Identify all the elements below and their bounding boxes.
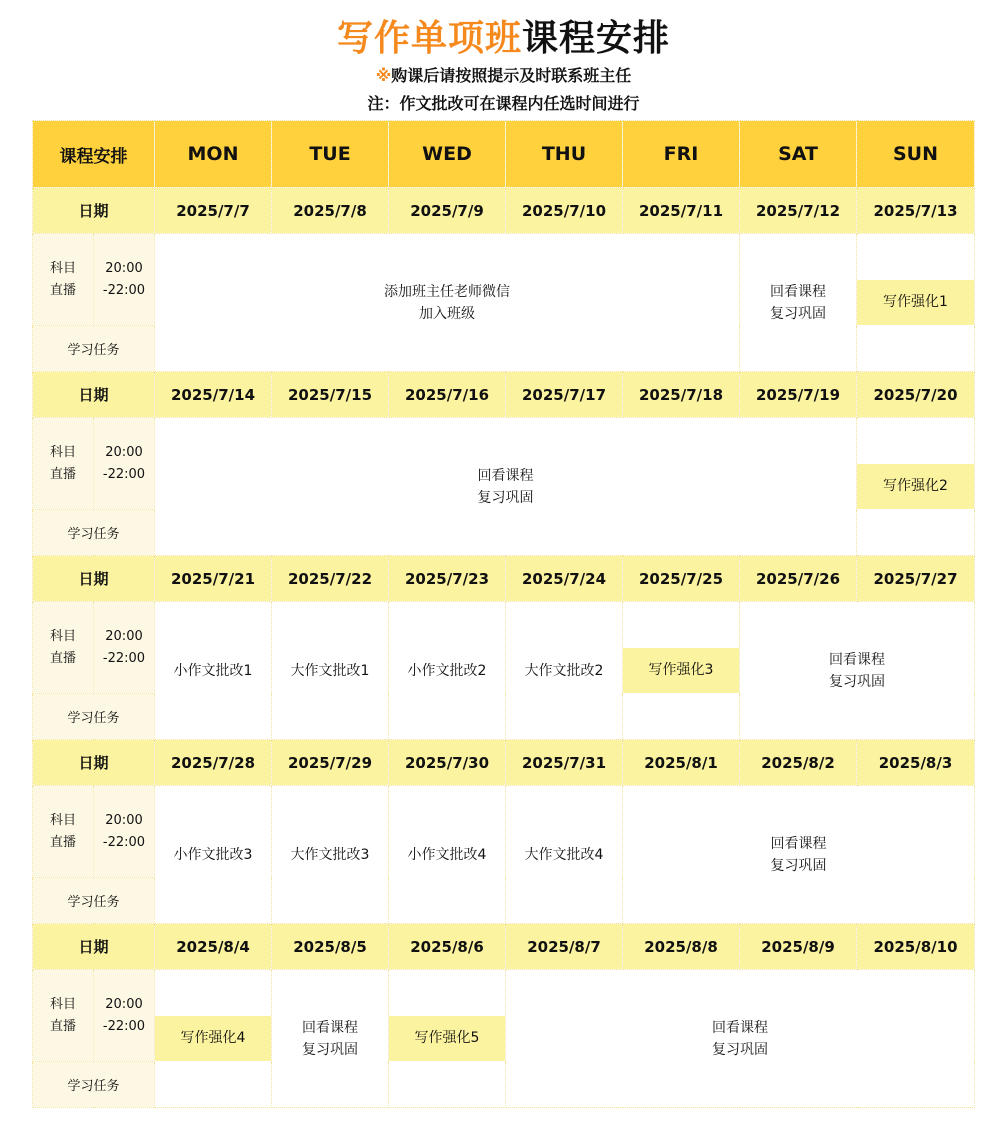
date-cell: 2025/7/26 <box>740 556 857 602</box>
weekday-header: WED <box>389 121 506 188</box>
schedule-body <box>33 188 975 1108</box>
page-header <box>0 0 1007 120</box>
event-line: 写作强化5 <box>414 1030 480 1046</box>
event-text <box>155 281 739 325</box>
event-line: 加入班级 <box>419 305 475 322</box>
contact-note <box>0 63 1007 86</box>
event-cell <box>740 234 857 372</box>
date-cell: 2025/7/14 <box>155 372 272 418</box>
event-cell <box>155 234 740 372</box>
date-cell: 2025/7/16 <box>389 372 506 418</box>
event-line: 回看课程 <box>829 651 885 668</box>
event-text <box>272 1017 388 1061</box>
event-cell <box>740 602 975 740</box>
event-line: 大作文批改3 <box>290 846 370 863</box>
weekday-header: TUE <box>272 121 389 188</box>
date-row-label: 日期 <box>33 740 155 786</box>
session-row <box>33 602 975 694</box>
subject-label-line: 科目 <box>49 996 76 1012</box>
reference-mark: ※ <box>375 66 392 85</box>
date-cell: 2025/7/31 <box>506 740 623 786</box>
date-row-label: 日期 <box>33 372 155 418</box>
subject-label <box>33 418 94 510</box>
subject-label-line: 科目 <box>49 812 76 828</box>
event-line: 小作文批改4 <box>407 846 487 863</box>
date-cell: 2025/7/27 <box>857 556 975 602</box>
event-line: 复习巩固 <box>770 305 826 322</box>
date-row <box>33 924 975 970</box>
live-time-line: 20:00 <box>105 628 143 644</box>
event-cell <box>506 602 623 740</box>
schedule-table <box>32 120 975 1108</box>
subject-label-line: 科目 <box>49 260 76 276</box>
event-line: 写作强化1 <box>883 294 948 310</box>
event-cell <box>506 786 623 924</box>
event-text <box>155 844 271 866</box>
title-rest: 课程安排 <box>522 18 671 59</box>
live-time-line: -22:00 <box>102 650 146 666</box>
event-line: 回看课程 <box>770 835 827 852</box>
event-text <box>389 844 505 866</box>
date-cell: 2025/8/8 <box>623 924 740 970</box>
date-cell: 2025/7/11 <box>623 188 740 234</box>
subject-label <box>33 786 94 878</box>
event-cell <box>857 418 975 556</box>
event-text <box>506 844 622 866</box>
date-cell: 2025/7/21 <box>155 556 272 602</box>
live-time-line: 20:00 <box>105 444 143 460</box>
event-text <box>506 660 622 682</box>
event-line: 大作文批改1 <box>290 662 370 679</box>
date-cell: 2025/7/7 <box>155 188 272 234</box>
weekday-header: FRI <box>623 121 740 188</box>
event-text <box>272 844 388 866</box>
date-cell: 2025/7/20 <box>857 372 975 418</box>
date-cell: 2025/7/15 <box>272 372 389 418</box>
task-label: 学习任务 <box>33 326 155 372</box>
event-line: 大作文批改4 <box>524 846 604 863</box>
weekday-header: SUN <box>857 121 975 188</box>
event-text <box>506 1017 974 1061</box>
session-row <box>33 786 975 878</box>
event-cell <box>389 970 506 1108</box>
title-highlight: 写作单项班 <box>336 18 522 59</box>
event-cell <box>155 970 272 1108</box>
event-text <box>389 660 505 682</box>
event-cell <box>389 602 506 740</box>
date-cell: 2025/7/23 <box>389 556 506 602</box>
date-cell: 2025/7/24 <box>506 556 623 602</box>
highlight-event <box>857 464 974 509</box>
date-cell: 2025/7/25 <box>623 556 740 602</box>
event-text <box>740 281 856 325</box>
contact-note-text: 购课后请按照提示及时联系班主任 <box>391 66 632 85</box>
event-line: 写作强化4 <box>180 1030 246 1046</box>
event-line: 小作文批改2 <box>407 662 487 679</box>
highlight-event <box>857 280 974 325</box>
weekday-header: SAT <box>740 121 857 188</box>
highlight-event <box>623 648 739 693</box>
date-cell: 2025/7/10 <box>506 188 623 234</box>
event-cell <box>389 786 506 924</box>
date-cell: 2025/7/28 <box>155 740 272 786</box>
date-cell: 2025/7/12 <box>740 188 857 234</box>
date-cell: 2025/8/7 <box>506 924 623 970</box>
live-time-line: 20:00 <box>105 260 143 276</box>
live-time-line: -22:00 <box>102 834 146 850</box>
session-row <box>33 970 975 1062</box>
date-cell: 2025/8/6 <box>389 924 506 970</box>
live-time <box>94 786 155 878</box>
event-line: 回看课程 <box>477 467 534 484</box>
subject-label-line: 科目 <box>49 444 76 460</box>
event-text <box>155 660 271 682</box>
live-time-line: -22:00 <box>102 1018 146 1034</box>
live-time-line: 20:00 <box>105 812 143 828</box>
subject-label-line: 直播 <box>49 650 76 666</box>
event-text <box>740 649 974 693</box>
task-label: 学习任务 <box>33 878 155 924</box>
event-cell <box>623 786 975 924</box>
live-time <box>94 234 155 326</box>
event-cell <box>857 234 975 372</box>
date-row-label: 日期 <box>33 924 155 970</box>
highlight-event <box>389 1016 505 1061</box>
live-time-line: 20:00 <box>105 996 143 1012</box>
event-line: 回看课程 <box>302 1019 358 1036</box>
live-time <box>94 970 155 1062</box>
event-line: 回看课程 <box>712 1019 768 1036</box>
date-cell: 2025/7/29 <box>272 740 389 786</box>
live-time <box>94 602 155 694</box>
date-cell: 2025/8/3 <box>857 740 975 786</box>
weekday-header-row <box>33 121 975 188</box>
event-cell <box>272 602 389 740</box>
event-line: 复习巩固 <box>712 1041 768 1058</box>
event-cell <box>506 970 975 1108</box>
date-cell: 2025/7/13 <box>857 188 975 234</box>
date-cell: 2025/8/10 <box>857 924 975 970</box>
event-cell <box>155 786 272 924</box>
date-cell: 2025/8/4 <box>155 924 272 970</box>
date-cell: 2025/7/9 <box>389 188 506 234</box>
live-time-line: -22:00 <box>102 466 146 482</box>
subject-label-line: 直播 <box>49 466 76 482</box>
date-row <box>33 372 975 418</box>
task-label: 学习任务 <box>33 1062 155 1108</box>
subject-label-line: 科目 <box>49 628 76 644</box>
task-label: 学习任务 <box>33 510 155 556</box>
date-cell: 2025/7/19 <box>740 372 857 418</box>
date-cell: 2025/7/8 <box>272 188 389 234</box>
event-text <box>623 833 974 877</box>
weekday-header: THU <box>506 121 623 188</box>
event-text <box>272 660 388 682</box>
event-line: 复习巩固 <box>477 489 534 506</box>
date-cell: 2025/7/22 <box>272 556 389 602</box>
date-row <box>33 188 975 234</box>
task-label: 学习任务 <box>33 694 155 740</box>
corner-header: 课程安排 <box>33 121 155 188</box>
event-line: 大作文批改2 <box>524 662 604 679</box>
event-line: 复习巩固 <box>829 673 885 690</box>
event-line: 添加班主任老师微信 <box>384 283 510 300</box>
event-line: 写作强化3 <box>648 662 714 678</box>
event-cell <box>155 418 857 556</box>
date-cell: 2025/8/1 <box>623 740 740 786</box>
subject-label-line: 直播 <box>49 834 76 850</box>
date-cell: 2025/7/18 <box>623 372 740 418</box>
live-time-line: -22:00 <box>102 282 146 298</box>
date-cell: 2025/8/2 <box>740 740 857 786</box>
event-line: 小作文批改3 <box>173 846 253 863</box>
event-line: 复习巩固 <box>770 857 827 874</box>
weekday-header: MON <box>155 121 272 188</box>
subject-label <box>33 602 94 694</box>
live-time <box>94 418 155 510</box>
subject-label-line: 直播 <box>49 1018 76 1034</box>
subject-label <box>33 970 94 1062</box>
event-line: 回看课程 <box>770 283 826 300</box>
date-cell: 2025/8/9 <box>740 924 857 970</box>
date-row-label: 日期 <box>33 556 155 602</box>
subject-label-line: 直播 <box>49 282 76 298</box>
page-title <box>0 10 1007 61</box>
event-line: 复习巩固 <box>302 1041 358 1058</box>
correction-note: 注：作文批改可在课程内任选时间进行 <box>367 94 640 113</box>
event-cell <box>155 602 272 740</box>
date-row <box>33 556 975 602</box>
date-row-label: 日期 <box>33 188 155 234</box>
date-cell: 2025/8/5 <box>272 924 389 970</box>
event-line: 小作文批改1 <box>173 662 253 679</box>
session-row <box>33 418 975 510</box>
event-cell <box>272 786 389 924</box>
date-cell: 2025/7/17 <box>506 372 623 418</box>
event-line: 写作强化2 <box>883 478 948 494</box>
highlight-event <box>155 1016 271 1061</box>
date-row <box>33 740 975 786</box>
event-text <box>155 465 856 509</box>
date-cell: 2025/7/30 <box>389 740 506 786</box>
session-row <box>33 234 975 326</box>
event-cell <box>272 970 389 1108</box>
event-cell <box>623 602 740 740</box>
subject-label <box>33 234 94 326</box>
